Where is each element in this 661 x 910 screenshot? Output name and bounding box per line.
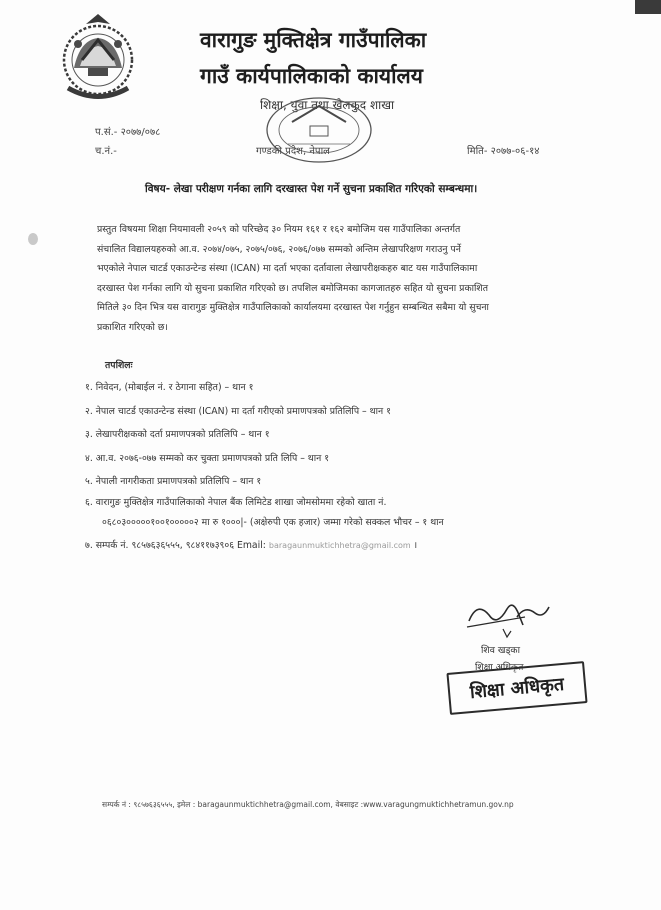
scan-blot: [28, 233, 38, 245]
body-line: प्रकाशित गरिएको छ।: [97, 321, 168, 333]
contact-email: baragaunmuktichhetra@gmail.com: [268, 541, 411, 550]
section-name: शिक्षा, युवा तथा खेलकुद शाखा: [260, 98, 395, 112]
body-line: प्रस्तुत विषयमा शिक्षा नियमावली २०५९ को परिच्छेद ३० नियम १६१ र १६२ बमोजिम यस गाउँपालिका अन्तर्गत: [97, 224, 461, 235]
body-line: मितिले ३० दिन भित्र यस वारागुङ मुक्तिक्षेत्र गाउँपालिकाको कार्यालयमा दरखास्त पेश गर्नुहुन सम्बन्धित सबैमा यो सुचना: [97, 302, 489, 313]
scan-edge: [635, 0, 661, 14]
list-title: तपशिलः: [105, 360, 133, 371]
body-paragraph: [97, 220, 622, 337]
letter-subject: विषय- लेखा परीक्षण गर्नका लागि दरखास्त पेश गर्ने सुचना प्रकाशित गरिएको सम्बन्धमा।: [145, 183, 478, 195]
office-name: वारागुङ मुक्तिक्षेत्र गाउँपालिका: [200, 28, 427, 52]
nepal-emblem-icon: [58, 10, 138, 110]
body-line: भएकोले नेपाल चाटर्ड एकाउन्टेन्ड संस्था (ICAN) मा दर्ता भएका दर्तावाला लेखापरीक्षकहरु बाट यस गाउँपालिकामा: [97, 263, 478, 274]
province-text: गण्डकी प्रदेश, नेपाल: [256, 146, 330, 157]
list-item: २. नेपाल चाटर्ड एकाउन्टेन्ड संस्था (ICAN) मा दर्ता गरीएको प्रमाणपत्रको प्रतिलिपि – थान १: [85, 406, 391, 417]
list-item: १. निवेदन, (मोबाईल नं. र ठेगाना सहित) – थान १: [85, 382, 254, 393]
signatory-title: शिक्षा अधिकृत: [475, 662, 524, 673]
designation-stamp-text: शिक्षा अधिकृत: [469, 673, 565, 704]
body-line: दरखास्त पेश गर्नका लागि यो सुचना प्रकाशित गरिएको छ। तपशिल बमोजिमका कागजातहरु सहित यो सुचना प्रकाशित: [97, 282, 489, 294]
letter-date: मिति- २०७७-०६-१४: [467, 146, 540, 157]
contact-label: ७. सम्पर्क नं. ९८५७६३६५५५, ९८४११७३९०६ Email:: [85, 540, 266, 551]
list-item: ५. नेपाली नागरीकता प्रमाणपत्रको प्रतिलिपि – थान १: [85, 476, 262, 487]
list-item-continuation: ०६८०३०००००१००१०००००२ मा रु १०००|- (अक्षेरुपी एक हजार) जम्मा गरेको सक्कल भौचर – १ थान: [102, 517, 444, 528]
signatory-name: शिव खड्का: [481, 645, 520, 656]
body-line: संचालित विद्यालयहरुको आ.व. २०७४/०७५, २०७५/०७६, २०७६/०७७ सम्मको अन्तिम लेखापरिक्षण गराउनु पर्ने: [97, 243, 461, 255]
list-item: ६. वारागुङ मुक्तिक्षेत्र गाउँपालिकाको नेपाल बैंक लिमिटेड शाखा जोमसोममा रहेको खाता नं.: [85, 497, 387, 508]
reference-number: प.सं.- २०७७/०७८: [95, 127, 161, 138]
dispatch-number: च.नं.-: [95, 146, 117, 157]
footer-contact: सम्पर्क नं : ९८५७६३६५५५, इमेल : baragaunmuktichhetra@gmail.com, वेबसाइट :www.varagungmuktichhetramun.gov.np: [102, 800, 514, 809]
contact-end: ।: [413, 540, 418, 551]
office-title: गाउँ कार्यपालिकाको कार्यालय: [200, 64, 423, 88]
signature-icon: [463, 593, 558, 641]
designation-stamp: [446, 661, 587, 715]
list-item: ३. लेखापरीक्षकको दर्ता प्रमाणपत्रको प्रतिलिपि – थान १: [85, 429, 270, 440]
contact-line: [85, 538, 417, 551]
list-item: ४. आ.व. २०७६-०७७ सम्मको कर चुक्ता प्रमाणपत्रको प्रति लिपि – थान १: [85, 453, 330, 464]
